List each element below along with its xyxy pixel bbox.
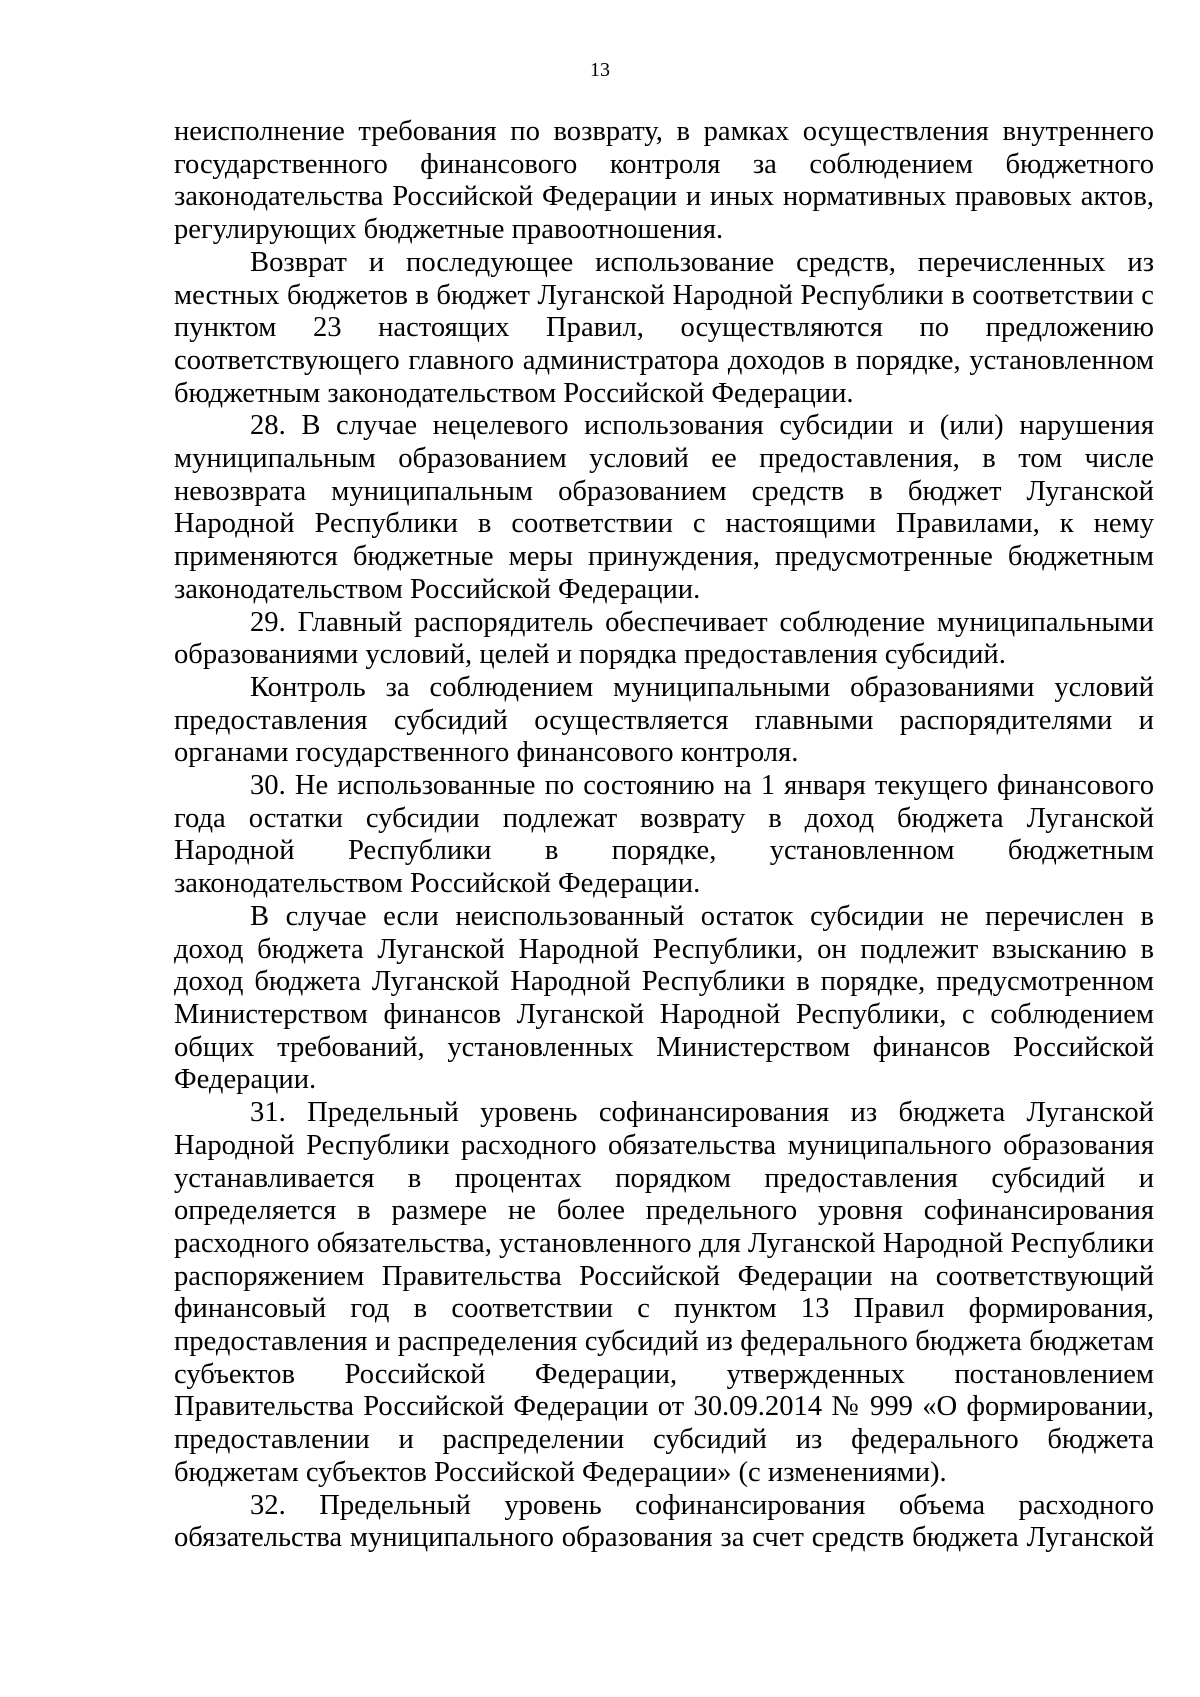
paragraph-item-28: 28. В случае нецелевого использования субсидии и (или) нарушения муниципальным образованием условий ее предоставления, в том числе невозврата муниципальным образованием средств в бюджет Луганской Народной Республики в соответствии с настоящими Правилами, к нему применяются бюджетные меры принуждения, предусмотренные бюджетным законодательством Российской Федерации.	[174, 410, 1154, 605]
paragraph-unused-balance: В случае если неиспользованный остаток субсидии не перечислен в доход бюджета Луганской Народной Республики, он подлежит взысканию в доход бюджета Луганской Народной Республики в порядке, предусмотренном Министерством финансов Луганской Народной Республики, с соблюдением общих требований, установленных Министерством финансов Российской Федерации.	[174, 900, 1154, 1096]
page-number: 13	[590, 59, 610, 81]
document-body	[174, 116, 1154, 1555]
paragraph-item-29: 29. Главный распорядитель обеспечивает соблюдение муниципальными образованиями условий, целей и порядка предоставления субсидий.	[174, 606, 1154, 671]
paragraph-return-of-funds: Возврат и последующее использование средств, перечисленных из местных бюджетов в бюджет Луганской Народной Республики в соответствии с пунктом 23 настоящих Правил, осуществляются по предложению соответствующего главного администратора доходов в порядке, установленном бюджетным законодательством Российской Федерации.	[174, 246, 1154, 409]
paragraph-item-32: 32. Предельный уровень софинансирования объема расходного обязательства муниципального образования за счет средств бюджета Луганской	[174, 1489, 1154, 1554]
paragraph-item-31: 31. Предельный уровень софинансирования из бюджета Луганской Народной Республики расходного обязательства муниципального образования устанавливается в процентах порядком предоставления субсидий и определяется в размере не более предельного уровня софинансирования расходного обязательства, установленного для Луганской Народной Республики распоряжением Правительства Российской Федерации на соответствующий финансовый год в соответствии с пунктом 13 Правил формирования, предоставления и распределения субсидий из федерального бюджета бюджетам субъектов Российской Федерации, утвержденных постановлением Правительства Российской Федерации от 30.09.2014 № 999 «О формировании, предоставлении и распределении субсидий из федерального бюджета бюджетам субъектов Российской Федерации» (с изменениями).	[174, 1097, 1154, 1488]
paragraph-continuation: неисполнение требования по возврату, в рамках осуществления внутреннего государственного финансового контроля за соблюдением бюджетного законодательства Российской Федерации и иных нормативных правовых актов, регулирующих бюджетные правоотношения.	[174, 116, 1154, 246]
paragraph-control: Контроль за соблюдением муниципальными образованиями условий предоставления субсидий осуществляется главными распорядителями и органами государственного финансового контроля.	[174, 671, 1154, 769]
paragraph-item-30: 30. Не использованные по состоянию на 1 января текущего финансового года остатки субсидии подлежат возврату в доход бюджета Луганской Народной Республики в порядке, установленном бюджетным законодательством Российской Федерации.	[174, 770, 1154, 900]
